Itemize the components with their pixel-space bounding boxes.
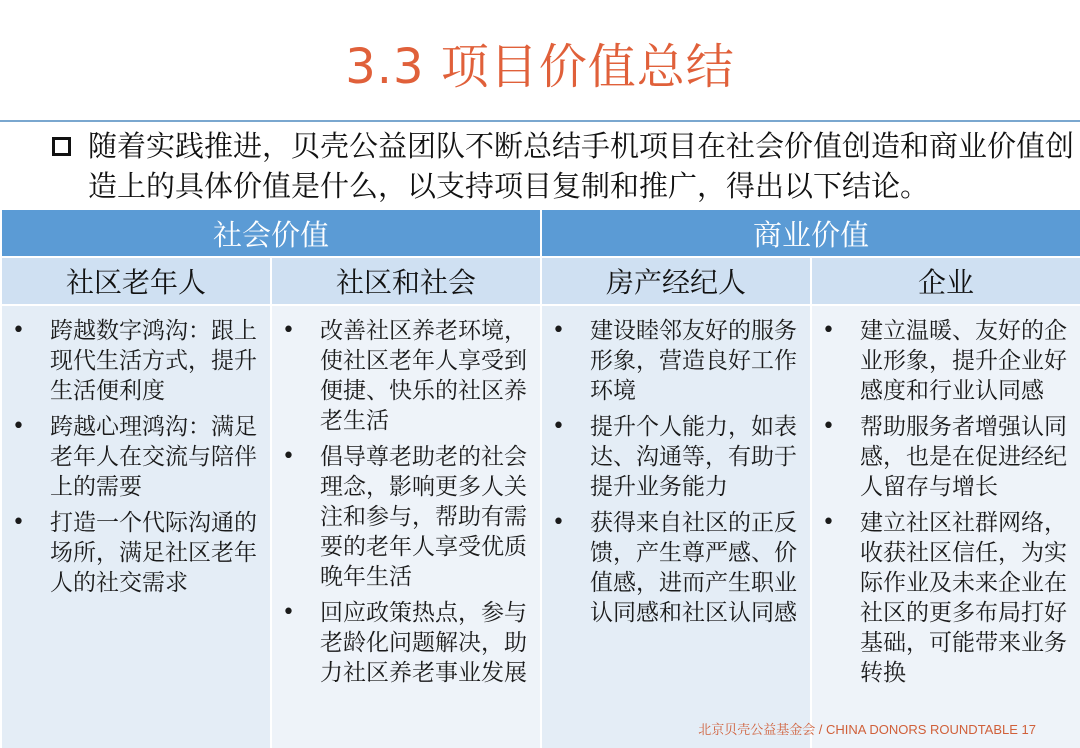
bullet-icon: • bbox=[552, 510, 565, 535]
list-item-text: 获得来自社区的正反馈，产生尊严感、价值感，进而产生职业认同感和社区认同感 bbox=[590, 510, 798, 626]
group-header-business: 商业价值 bbox=[541, 209, 1080, 257]
bullet-icon: • bbox=[12, 510, 25, 535]
list-item-text: 提升个人能力，如表达、沟通等，有助于提升业务能力 bbox=[590, 414, 798, 500]
list-item-text: 倡导尊老助老的社会理念，影响更多人关注和参与，帮助有需要的老年人享受优质晚年生活 bbox=[320, 444, 527, 590]
list-item bbox=[272, 316, 536, 436]
list-item bbox=[2, 316, 266, 406]
list-item-text: 打造一个代际沟通的场所，满足社区老年人的社交需求 bbox=[50, 510, 257, 596]
list-item bbox=[272, 598, 536, 688]
bullet-icon: • bbox=[822, 510, 835, 535]
column-body-agents bbox=[541, 305, 811, 748]
bullet-icon: • bbox=[822, 318, 835, 343]
bullet-icon: • bbox=[282, 444, 295, 469]
column-header-elderly: 社区老年人 bbox=[1, 257, 271, 305]
square-bullet-icon bbox=[52, 137, 71, 156]
column-header-enterprise: 企业 bbox=[811, 257, 1080, 305]
list-item-text: 建设睦邻友好的服务形象，营造良好工作环境 bbox=[590, 318, 798, 404]
bullet-icon: • bbox=[552, 414, 565, 439]
bullet-icon: • bbox=[282, 318, 295, 343]
list-item-text: 跨越数字鸿沟：跟上现代生活方式，提升生活便利度 bbox=[50, 318, 257, 404]
slide-title: 3.3 项目价值总结 bbox=[345, 39, 735, 95]
title-divider bbox=[0, 120, 1080, 122]
list-item bbox=[2, 412, 266, 502]
list-item bbox=[812, 316, 1076, 406]
column-header-community: 社区和社会 bbox=[271, 257, 541, 305]
column-header-agents: 房产经纪人 bbox=[541, 257, 811, 305]
footer-credit: 北京贝壳公益基金会 / CHINA DONORS ROUNDTABLE 17 bbox=[698, 722, 1036, 737]
intro-paragraph bbox=[46, 126, 1076, 206]
list-item bbox=[272, 442, 536, 592]
list-item-text: 帮助服务者增强认同感，也是在促进经纪人留存与增长 bbox=[860, 414, 1068, 500]
list-item-text: 建立社区社群网络，收获社区信任，为实际作业及未来企业在社区的更多布局打好基础，可能带来业务转换 bbox=[860, 510, 1068, 686]
list-item bbox=[2, 508, 266, 598]
list-item bbox=[542, 508, 806, 628]
intro-text: 随着实践推进，贝壳公益团队不断总结手机项目在社会价值创造和商业价值创造上的具体价值是什么，以支持项目复制和推广，得出以下结论。 bbox=[88, 129, 1075, 203]
list-item bbox=[812, 412, 1076, 502]
bullet-icon: • bbox=[282, 600, 295, 625]
bullet-icon: • bbox=[12, 318, 25, 343]
list-item-text: 改善社区养老环境，使社区老年人享受到便捷、快乐的社区养老生活 bbox=[320, 318, 527, 434]
list-item-text: 跨越心理鸿沟：满足老年人在交流与陪伴上的需要 bbox=[50, 414, 257, 500]
list-item bbox=[542, 412, 806, 502]
bullet-icon: • bbox=[552, 318, 565, 343]
list-item-text: 建立温暖、友好的企业形象，提升企业好感度和行业认同感 bbox=[860, 318, 1068, 404]
bullet-icon: • bbox=[822, 414, 835, 439]
list-item bbox=[542, 316, 806, 406]
column-body-community bbox=[271, 305, 541, 748]
group-header-social: 社会价值 bbox=[1, 209, 541, 257]
column-body-elderly bbox=[1, 305, 271, 748]
value-summary-table bbox=[0, 208, 1080, 748]
bullet-icon: • bbox=[12, 414, 25, 439]
list-item bbox=[812, 508, 1076, 688]
list-item-text: 回应政策热点，参与老龄化问题解决，助力社区养老事业发展 bbox=[320, 600, 527, 686]
column-body-enterprise bbox=[811, 305, 1080, 748]
